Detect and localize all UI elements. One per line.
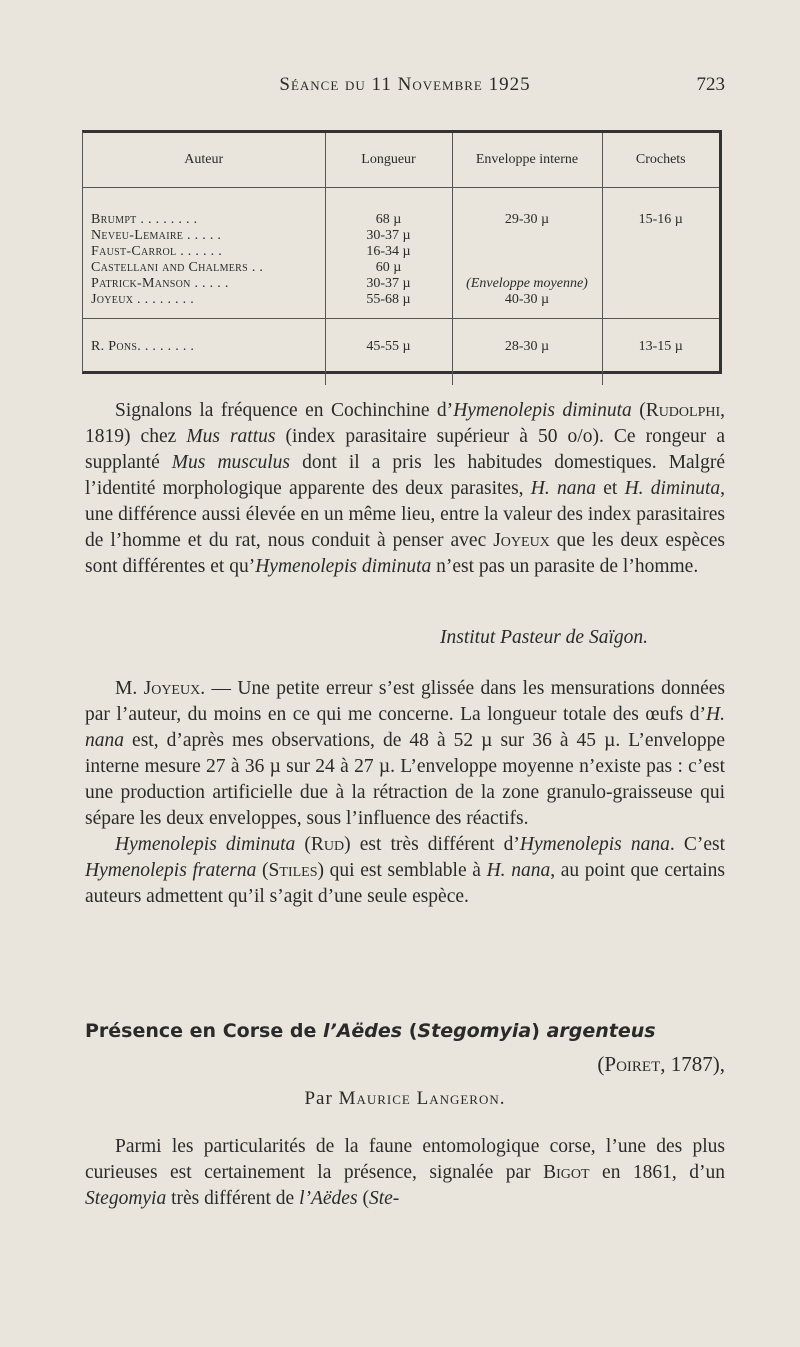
text: , au point que certains auteurs admettent qu’il s’agit d’une seule espèce. [85,860,725,907]
text: ) qui est semblable à [317,860,487,881]
envelope-value: 29-30 µ [504,212,550,227]
table-row-group [83,188,719,319]
byline-author: Maurice Langeron [338,1088,500,1109]
title-species: l’Aëdes [322,1020,403,1042]
author-name: Castellani and Chalmers . . [91,260,264,275]
table-header-row [83,133,719,188]
title-text: Présence en Corse de [85,1020,323,1042]
author-ref: Rud [310,834,345,855]
paragraph-diminuta [85,398,725,580]
running-title: Séance du 11 Novembre 1925 [279,74,531,95]
species-name: Hymenolepis fraterna [85,860,257,881]
measurements-table [82,130,722,374]
text: ( [631,400,646,421]
column-header-length: Longueur [325,133,452,188]
title-text: ) [531,1020,547,1042]
author-name: Joyeux . . . . . . . . [91,292,195,307]
text: en 1861, d’un [589,1162,726,1183]
title-species: Stegomyia [417,1020,532,1042]
text: ( [357,1188,369,1209]
text: ( [256,860,269,881]
species-name: Hymenolepis diminuta [453,400,632,421]
length-value: 16-34 µ [366,244,411,259]
length-cell: 45-55 µ [325,319,452,386]
title-species: argenteus [546,1020,656,1042]
author-name: Patrick-Manson . . . . . [91,276,229,291]
species-name: Ste- [368,1188,400,1209]
article-title [85,1020,725,1042]
species-name: H. nana [530,478,596,499]
table-row-pons [83,319,719,386]
text: M. [115,678,144,699]
text: ) est très différent d’ [344,834,520,855]
author-ref: Rudolphi [645,400,721,421]
length-value: 30-37 µ [366,276,411,291]
envelope-cell [452,188,602,319]
species-name: H. nana [85,704,725,751]
text: . C’est [669,834,725,855]
text: ( [597,1052,605,1076]
text: Parmi les particularités de la faune entomologique corse, l’une des plus curieuses est certainement la présence, signalée par [85,1136,725,1183]
text: n’est pas un parasite de l’homme. [431,556,699,577]
species-name: Mus musculus [171,452,291,473]
author-ref: Joyeux [493,530,550,551]
text: Signalons la fréquence en Cochinchine d’ [115,400,454,421]
text: très différent de [166,1188,300,1209]
length-value: 68 µ [375,212,402,227]
text: est, d’après mes observations, de 48 à 52 µ sur 36 à 45 µ. L’enveloppe interne mesure 27 à 36 µ sur 24 à 27 µ. L’enveloppe moyenne n’existe pas : c’est une production artificielle due à la rétraction de la zone granulo-graisseuse qui sépare les deux enveloppes, sous l’influence des réactifs. [85,730,725,829]
page-number: 723 [696,74,725,95]
author-ref: Joyeux [143,678,201,699]
text: Par [304,1088,339,1109]
title-text: ( [402,1020,418,1042]
species-name: H. diminuta [624,478,721,499]
article-byline [85,1088,725,1110]
species-name: Hymenolepis nana [519,834,670,855]
envelope-value: 40-30 µ [504,292,550,307]
text: ( [295,834,311,855]
hooks-value: 15-16 µ [638,212,683,227]
text: , 1819) chez [85,400,726,447]
envelope-cell: 28-30 µ [452,319,602,386]
species-name: H. nana [486,860,551,881]
institution-signature: Institut Pasteur de Saïgon. [440,627,648,648]
author-ref: Stiles [268,860,318,881]
author-cell: R. Pons. . . . . . . . [83,319,325,386]
column-header-author: Auteur [83,133,325,188]
text: . [499,1088,506,1109]
envelope-note: (Enveloppe moyenne) [466,276,588,291]
species-authority [85,1052,725,1077]
text: et [596,478,625,499]
text: , une différence aussi élevée en un même lieu, entre la valeur des index parasitaires de l’homme et du rat, nous conduit à penser avec [85,478,725,551]
author-name: Brumpt . . . . . . . . [91,212,198,227]
paragraph-langeron [85,1134,725,1212]
column-header-envelope: Enveloppe interne [452,133,602,188]
species-name: Hymenolepis diminuta [115,834,296,855]
author-ref: Poiret [604,1052,661,1076]
hooks-cell: 13-15 µ [602,319,719,386]
length-value: 30-37 µ [366,228,411,243]
text: , 1787), [660,1052,725,1076]
species-name: Hymenolepis diminuta [255,556,432,577]
page-header [85,72,725,102]
author-cell [83,188,325,319]
length-value: 60 µ [375,260,402,275]
text: . — Une petite erreur s’est glissée dans les mensurations données par l’auteur, du moins en ce qui me concerne. La longueur totale des œufs d’ [85,678,726,725]
author-ref: Bigot [543,1162,590,1183]
text: que les deux espèces sont différentes et qu’ [85,530,725,577]
length-cell [325,188,452,319]
text: dont il a pris les habitudes domestiques. Malgré l’identité morphologique apparente des deux parasites, [85,452,725,499]
paragraph-joyeux [85,676,725,910]
author-name: Neveu-Lemaire . . . . . [91,228,222,243]
species-name: l’Aëdes [299,1188,358,1209]
species-name: Mus rattus [186,426,276,447]
column-header-hooks: Crochets [602,133,719,188]
hooks-cell [602,188,719,319]
species-name: Stegomyia [85,1188,167,1209]
text: (index parasitaire supérieur à 50 o/o). Ce rongeur a supplanté [85,426,725,473]
length-value: 55-68 µ [366,292,411,307]
author-name: Faust-Carrol . . . . . . [91,244,222,259]
